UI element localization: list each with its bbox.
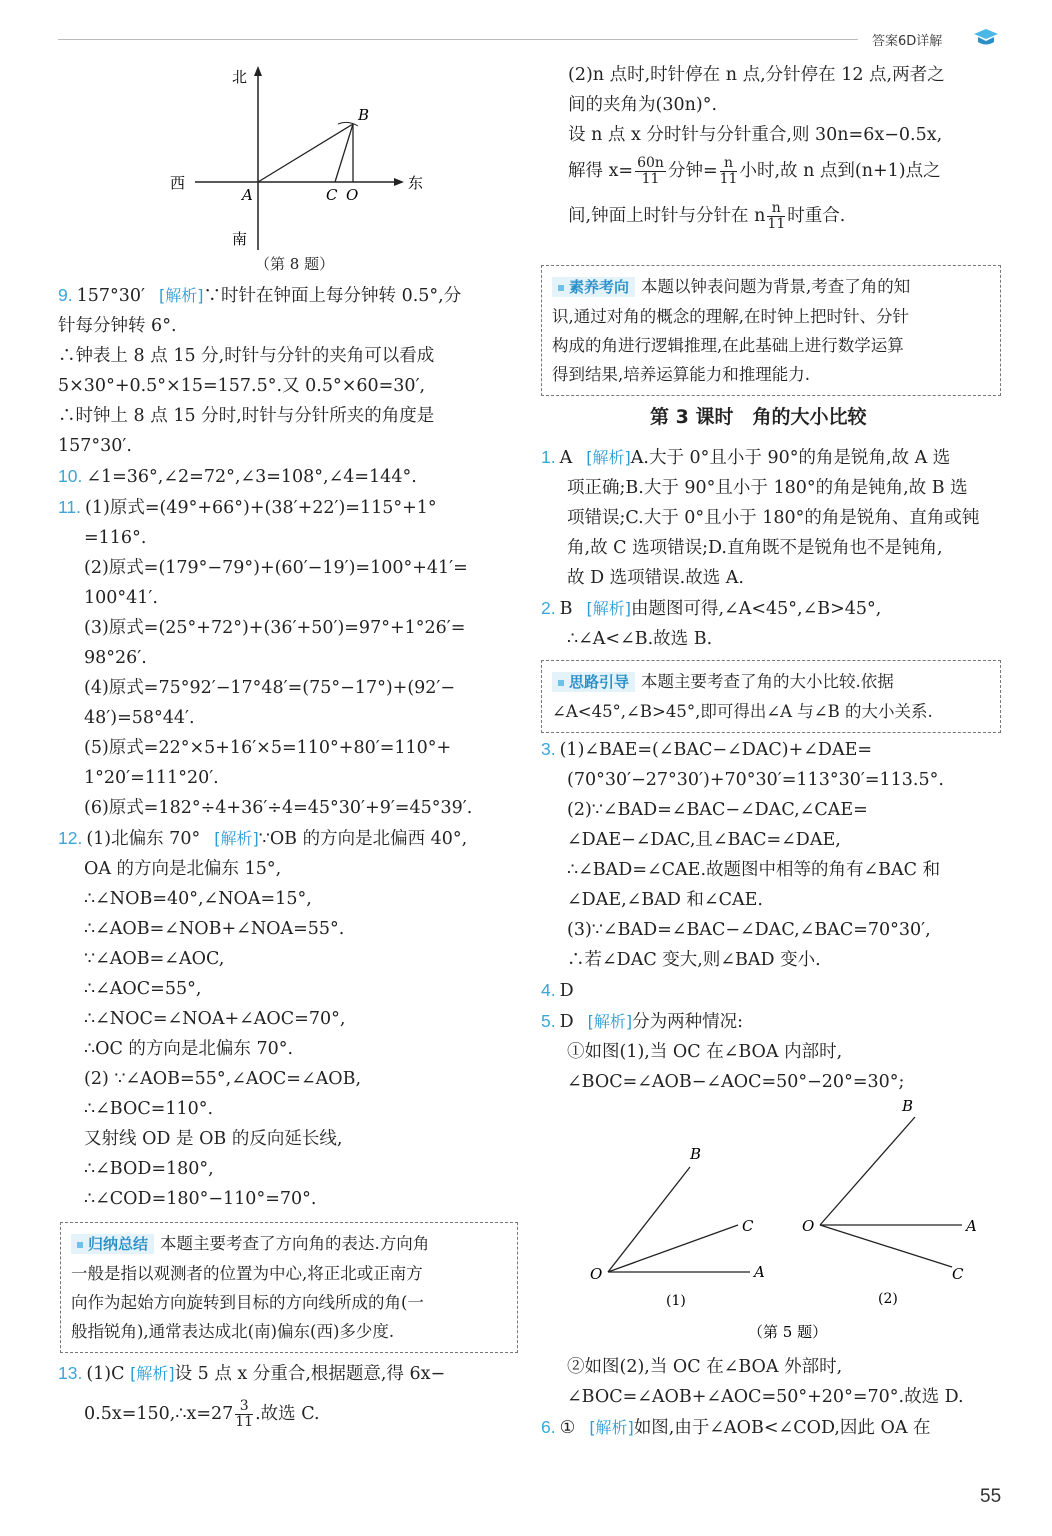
text-line: 2. B [解析]由题图可得,∠A<45°,∠B>45°, <box>541 598 882 619</box>
text-line: ∴∠BOD=180°, <box>84 1159 214 1179</box>
fig8-label-o: O <box>346 186 359 204</box>
text-line: 5×30°+0.5°×15=157.5°.又 0.5°×60=30′, <box>58 376 426 396</box>
text-line: (3)∵∠BAD=∠BAC−∠DAC,∠BAC=70°30′, <box>567 920 931 940</box>
header-rule <box>58 39 858 40</box>
fig8-label-c: C <box>326 186 338 204</box>
right-column-mid <box>541 442 1011 654</box>
text-line: ∴∠A<∠B.故选 B. <box>567 629 713 649</box>
box-label: 素养考向 <box>552 277 635 297</box>
fig5-1-c: C <box>742 1217 754 1235</box>
box-line: 得到结果,培养运算能力和推理能力. <box>552 365 810 384</box>
section-title: 第 3 课时 角的大小比较 <box>650 406 867 428</box>
text-line: (2)n 点时,时针停在 n 点,分针停在 12 点,两者之 <box>568 65 945 85</box>
box-label: 归纳总结 <box>71 1234 154 1254</box>
right-column-low <box>541 734 1011 1097</box>
text-line: (4)原式=75°92′−17°48′=(75°−17°)+(92′− <box>84 678 456 698</box>
hint-box <box>541 660 1001 733</box>
text-line: (2) ∵∠AOB=55°,∠AOC=∠AOB, <box>84 1069 362 1089</box>
fig8-label-a: A <box>242 186 253 204</box>
text-line: 故 D 选项错误.故选 A. <box>567 568 744 588</box>
fig5-caption-2: (2) <box>878 1291 898 1307</box>
right-column-end <box>541 1352 1011 1443</box>
text-line: (6)原式=182°÷4+36′÷4=45°30′+9′=45°39′. <box>84 798 473 818</box>
text-line: 项错误;C.大于 0°且小于 180°的角是锐角、直角或钝 <box>567 508 980 528</box>
text-line: ∴时钟上 8 点 15 分时,时针与分针所夹的角度是 <box>58 406 435 426</box>
fig5-2-o: O <box>802 1217 815 1235</box>
text-line: 12. (1)北偏东 70° [解析]∵OB 的方向是北偏西 40°, <box>58 828 468 849</box>
solve-line: 解得 x= $\frac{60n}{11}$ 分钟= $\frac{n}{11}$ 小时,故 n 点到(n+1)点之 间,钟面上时针与分针在 n $\frac{n}{11}$ 时重合. <box>568 155 941 232</box>
fig5-2-b: B <box>902 1097 914 1115</box>
text-line: ∴∠BOC=110°. <box>84 1099 214 1119</box>
box-line: 归纳总结 本题主要考查了方向角的表达.方向角 <box>71 1229 507 1259</box>
question-13: 13. (1)C [解析]设 5 点 x 分重合,根据题意,得 6x− 0.5x=150,∴x=27 $\frac{3}{11}$ .故选 C. <box>58 1363 446 1430</box>
text-line: 6. ① [解析]如图,由于∠AOB<∠COD,因此 OA 在 <box>541 1417 931 1438</box>
text-line: ∴∠AOC=55°, <box>84 979 202 999</box>
text-line: ∠BOC=∠AOB+∠AOC=50°+20°=70°.故选 D. <box>567 1387 964 1407</box>
text-line: 3. (1)∠BAE=(∠BAC−∠DAC)+∠DAE= <box>541 739 873 760</box>
text-line: 98°26′. <box>84 648 147 668</box>
text-line: ∴∠AOB=∠NOB+∠NOA=55°. <box>84 919 345 939</box>
text-line: 针每分钟转 6°. <box>58 316 177 336</box>
fig5-1-b: B <box>690 1145 702 1163</box>
text-line: 又射线 OD 是 OB 的反向延长线, <box>84 1129 343 1149</box>
text-line: 9. 157°30′ [解析]∵时针在钟面上每分钟转 0.5°,分 <box>58 285 462 306</box>
text-line: 4. D <box>541 980 574 1001</box>
text-line: ∠DAE,∠BAD 和∠CAE. <box>567 890 763 910</box>
fig5-caption-1: (1) <box>666 1293 686 1309</box>
text-line: (2)∵∠BAD=∠BAC−∠DAC,∠CAE= <box>567 800 868 820</box>
fig5-1-a: A <box>754 1263 765 1281</box>
text-line: ∵∠AOB=∠AOC, <box>84 949 225 969</box>
fig8-west: 西 <box>170 174 186 192</box>
fig8-east: 东 <box>408 174 424 192</box>
text-line: ①如图(1),当 OC 在∠BOA 内部时, <box>567 1042 843 1062</box>
header-title: 答案6D详解 <box>872 34 943 49</box>
fig8-north: 北 <box>232 68 248 86</box>
text-line: ∴∠BAD=∠CAE.故题图中相等的角有∠BAC 和 <box>567 860 941 880</box>
text-line: ∴∠NOC=∠NOA+∠AOC=70°, <box>84 1009 346 1029</box>
text-line: ∴∠COD=180°−110°=70°. <box>84 1189 317 1209</box>
box-line: 识,通过对角的概念的理解,在时钟上把时针、分针 <box>552 307 909 326</box>
text-line: 1. A [解析]A.大于 0°且小于 90°的角是锐角,故 A 选 <box>541 447 951 468</box>
text-line: =116°. <box>84 528 147 548</box>
text-line: ②如图(2),当 OC 在∠BOA 外部时, <box>567 1357 843 1377</box>
fig5-1-o: O <box>590 1265 603 1283</box>
text-line: 设 n 点 x 分时针与分针重合,则 30n=6x−0.5x, <box>568 125 943 145</box>
fig8-caption: （第 8 题） <box>255 255 335 273</box>
text-line: 100°41′. <box>84 588 158 608</box>
box-line: 一般是指以观测者的位置为中心,将正北或正南方 <box>71 1264 423 1283</box>
box-label: 思路引导 <box>552 672 635 692</box>
text-line: 间的夹角为(30n)°. <box>568 95 718 115</box>
text-line: (5)原式=22°×5+16′×5=110°+80′=110°+ <box>84 738 452 758</box>
page-number: 55 <box>980 1486 1002 1507</box>
text-line: ∠BOC=∠AOB−∠AOC=50°−20°=30°; <box>567 1072 905 1092</box>
box-line: ∠A<45°,∠B>45°,即可得出∠A 与∠B 的大小关系. <box>552 702 933 721</box>
text-line: ∠DAE−∠DAC,且∠BAC=∠DAE, <box>567 830 841 850</box>
text-line: (2)原式=(179°−79°)+(60′−19′)=100°+41′= <box>84 558 468 578</box>
text-line: 48′)=58°44′. <box>84 708 195 728</box>
text-line: ∴∠NOB=40°,∠NOA=15°, <box>84 889 312 909</box>
fig8-label-b: B <box>358 106 370 124</box>
text-line: (3)原式=(25°+72°)+(36′+50′)=97°+1°26′= <box>84 618 466 638</box>
text-line: 5. D [解析]分为两种情况: <box>541 1011 744 1032</box>
fig8-south: 南 <box>232 230 248 248</box>
text-line: ∴OC 的方向是北偏东 70°. <box>84 1039 294 1059</box>
text-line: 1°20′=111°20′. <box>84 768 219 788</box>
book-logo-icon <box>972 26 1000 48</box>
text-line: 项正确;B.大于 90°且小于 180°的角是钝角,故 B 选 <box>567 478 968 498</box>
box-line: 构成的角进行逻辑推理,在此基础上进行数学运算 <box>552 336 904 355</box>
text-line: 11. (1)原式=(49°+66°)+(38′+22′)=115°+1° <box>58 497 437 518</box>
text-line: 157°30′. <box>58 436 132 456</box>
competency-box <box>541 265 1001 396</box>
figure-5-diagram <box>580 1095 1000 1345</box>
figure-8-diagram <box>160 60 430 260</box>
text-line: OA 的方向是北偏东 15°, <box>84 859 282 879</box>
text-line: ∴若∠DAC 变大,则∠BAD 变小. <box>567 950 821 970</box>
right-column-top <box>568 60 1008 150</box>
fig5-2-c: C <box>952 1265 964 1283</box>
box-line: 向作为起始方向旋转到目标的方向线所成的角(一 <box>71 1293 424 1312</box>
text-line: (70°30′−27°30′)+70°30′=113°30′=113.5°. <box>567 770 944 790</box>
box-line: 般指锐角),通常表达成北(南)偏东(西)多少度. <box>71 1322 395 1341</box>
box-line: 思路引导 本题主要考查了角的大小比较.依据 <box>552 667 990 697</box>
box-line: 素养考向 本题以钟表问题为背景,考查了角的知 <box>552 272 990 302</box>
left-column <box>58 280 520 1214</box>
text-line: 10. ∠1=36°,∠2=72°,∠3=108°,∠4=144°. <box>58 466 417 487</box>
text-line: 角,故 C 选项错误;D.直角既不是锐角也不是钝角, <box>567 538 943 558</box>
summary-box <box>60 1222 518 1353</box>
fig5-2-a: A <box>966 1217 977 1235</box>
text-line: ∴钟表上 8 点 15 分,时针与分针的夹角可以看成 <box>58 346 435 366</box>
fig5-caption: （第 5 题） <box>748 1323 828 1341</box>
